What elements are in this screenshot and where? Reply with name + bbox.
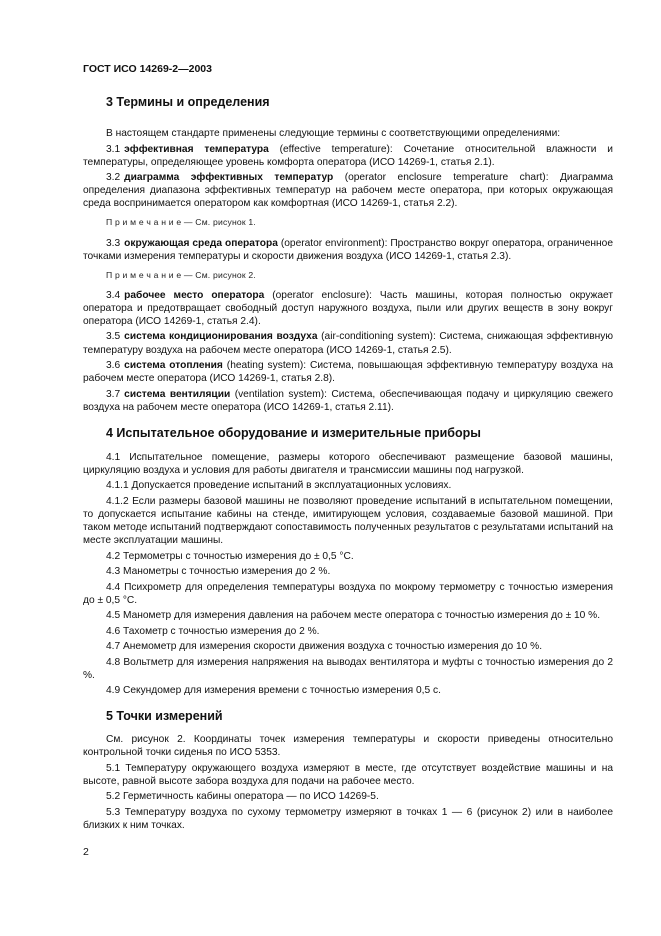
term-definition: (effective temperature): Сочетание относительной влажности и температуры, определяющее уровень комфорта оператора (ИСО 14269-1, статья 2.1). bbox=[83, 143, 614, 168]
section-3-intro: В настоящем стандарте применены следующие термины с соответствующими определениями: bbox=[106, 128, 561, 140]
term-definition: (air-conditioning system): Система, снижающая эффективную температуру воздуха на рабочем месте оператора (ИСО 14269-1, статья 2.5). bbox=[83, 331, 614, 356]
term-definition: (operator enclosure temperature chart): Диаграмма определения диапазона эффективных температур на рабочем месте оператора, при которых окружающая среда воспринимается оператором как комфортная (ИСО 14269-1, статья 2.2). bbox=[83, 172, 614, 210]
term-3-2 bbox=[83, 171, 613, 210]
term-name: эффективная температура bbox=[124, 143, 269, 155]
para-4-9: 4.9 Секундомер для измерения времени с точностью измерения 0,5 с. bbox=[106, 685, 441, 697]
para-4-5: 4.5 Манометр для измерения давления на рабочем месте оператора с точностью измерения до ± 10 %. bbox=[106, 610, 601, 622]
para-4-1: 4.1 Испытательное помещение, размеры которого обеспечивают размещение базовой машины, циркуляцию воздуха и условия для работы двигателя и трансмиссии машины под нагрузкой. bbox=[83, 451, 613, 476]
term-3-5 bbox=[83, 330, 613, 356]
para-4-1-2: 4.1.2 Если размеры базовой машины не позволяют проведение испытаний в испытательном помещении, то допускается испытание кабины на стенде, имитирующем условия, создаваемые базовой машиной. При таком методе испытаний подтверждают сопоставимость полученных результатов с результатами испытаний на месте эксплуатации машины. bbox=[83, 495, 613, 547]
para-4-7: 4.7 Анемометр для измерения скорости движения воздуха с точностью измерения до 10 %. bbox=[106, 641, 543, 653]
para-4-4: 4.4 Психрометр для определения температуры воздуха по мокрому термометру с точностью измерения до ± 0,5 °С. bbox=[83, 581, 613, 606]
term-number: 3.7 bbox=[106, 388, 121, 400]
term-3-7 bbox=[83, 388, 613, 414]
note-figure-1: П р и м е ч а н и е — См. рисунок 1. bbox=[106, 217, 256, 228]
term-number: 3.4 bbox=[106, 289, 121, 301]
term-3-6 bbox=[83, 359, 613, 385]
term-number: 3.2 bbox=[106, 172, 121, 184]
para-4-3: 4.3 Манометры с точностью измерения до 2 %. bbox=[106, 566, 331, 578]
term-3-3 bbox=[83, 237, 613, 263]
term-definition: (heating system): Система, повышающая эффективную температуру воздуха на рабочем месте оператора (ИСО 14269-1, статья 2.8). bbox=[83, 360, 613, 385]
para-4-6: 4.6 Тахометр с точностью измерения до 2 %. bbox=[106, 625, 320, 637]
page-number: 2 bbox=[83, 846, 89, 858]
section-3-heading: 3 Термины и определения bbox=[106, 95, 270, 110]
term-name: система кондиционирования воздуха bbox=[124, 331, 318, 343]
term-number: 3.6 bbox=[106, 360, 121, 372]
para-4-1-1: 4.1.1 Допускается проведение испытаний в эксплуатационных условиях. bbox=[106, 480, 452, 492]
term-number: 3.1 bbox=[106, 143, 121, 155]
term-3-4 bbox=[83, 289, 613, 328]
term-definition: (ventilation system): Система, обеспечивающая подачу и циркуляцию свежего воздуха на рабочем месте оператора (ИСО 14269-1, статья 2.11). bbox=[83, 388, 613, 413]
term-definition: (operator enclosure): Часть машины, которая полностью окружает оператора и предотвращает свободный доступ наружного воздуха, пыли или других веществ в зону вокруг оператора (ИСО 14269-1, статья 2.4). bbox=[83, 289, 614, 327]
para-4-8: 4.8 Вольтметр для измерения напряжения на выводах вентилятора и муфты с точностью измерения до 2 %. bbox=[83, 656, 613, 681]
term-name: система отопления bbox=[124, 360, 223, 372]
note-figure-2: П р и м е ч а н и е — См. рисунок 2. bbox=[106, 269, 256, 280]
term-number: 3.5 bbox=[106, 331, 121, 343]
section-4-heading: 4 Испытательное оборудование и измерительные приборы bbox=[106, 425, 481, 440]
section-5-heading: 5 Точки измерений bbox=[106, 709, 223, 724]
para-4-2: 4.2 Термометры с точностью измерения до ± 0,5 °С. bbox=[106, 550, 354, 562]
term-name: окружающая среда оператора bbox=[124, 237, 278, 249]
term-3-1 bbox=[83, 143, 613, 169]
term-definition: (operator environment): Пространство вокруг оператора, ограниченное точками измерения температуры и скорости движения воздуха (ИСО 14269-1, статья 2.3). bbox=[83, 237, 613, 262]
term-name: система вентиляции bbox=[124, 388, 231, 400]
term-name: диаграмма эффективных температур bbox=[124, 172, 334, 184]
section-5-intro: См. рисунок 2. Координаты точек измерения температуры и скорости приведены относительно контрольной точки сиденья по ИСО 5353. bbox=[83, 734, 613, 759]
para-5-3: 5.3 Температуру воздуха по сухому термометру измеряют в точках 1 — 6 (рисунок 2) или в наиболее близких к ним точках. bbox=[83, 806, 613, 832]
para-5-1: 5.1 Температуру окружающего воздуха измеряют в месте, где отсутствует воздействие машины и на высоте, равной высоте забора воздуха для подачи на рабочее место. bbox=[83, 762, 613, 787]
para-5-2: 5.2 Герметичность кабины оператора — по ИСО 14269-5. bbox=[106, 791, 379, 803]
term-name: рабочее место оператора bbox=[124, 289, 265, 301]
document-header: ГОСТ ИСО 14269-2—2003 bbox=[83, 63, 212, 75]
term-number: 3.3 bbox=[106, 237, 121, 249]
